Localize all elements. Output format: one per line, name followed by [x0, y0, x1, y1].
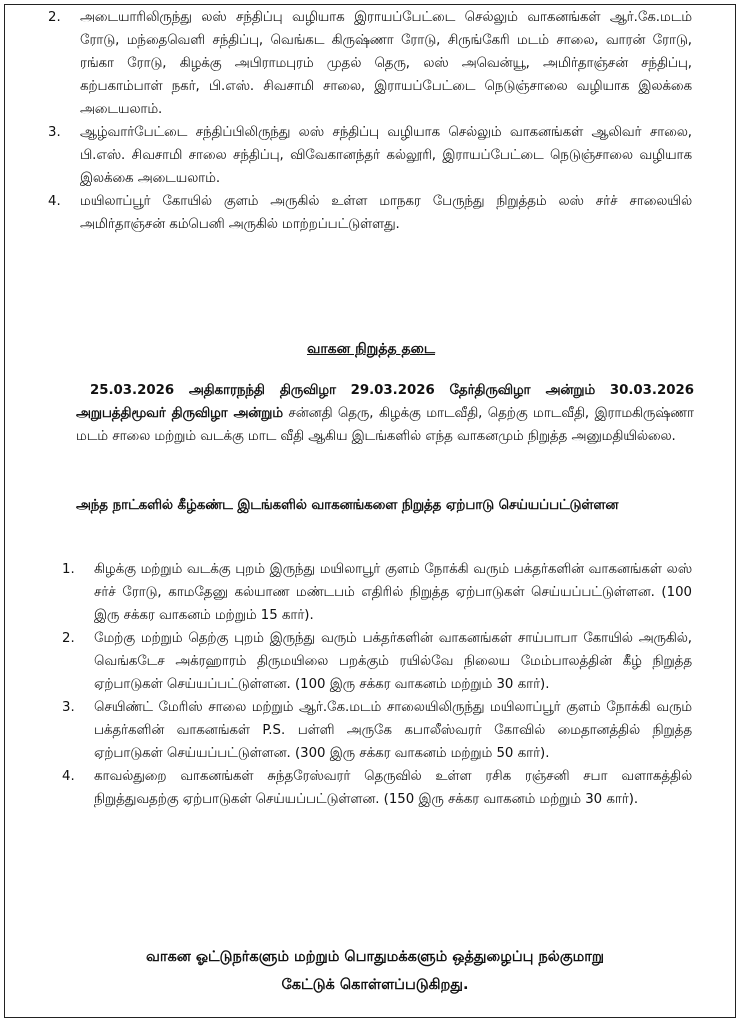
- list-item-text: கிழக்கு மற்றும் வடக்கு புறம் இருந்து மயிலாபூர் குளம் நோக்கி வரும் பக்தர்களின் வாகனங்கள் லஸ் சர்ச் ரோடு, காமதேனு கல்யாண மண்டபம் எதிரில் நிறுத்த ஏற்பாடுகள் செய்யப்பட்டுள்ளன. (100 இரு சக்கர வாகனம் மற்றும் 15 கார்).: [94, 562, 692, 623]
- closing-appeal-line-1: வாகன ஓட்டுநர்களும் மற்றும் பொதுமக்களும் ஒத்துழைப்பு நல்குமாறு: [146, 949, 604, 965]
- list-item: [62, 627, 692, 696]
- notice-event-1: அதிகாரநந்தி திருவிழா: [188, 383, 336, 398]
- list-item-number: 2.: [48, 10, 61, 25]
- notice-event-2: தேர்திருவிழா அன்றும்: [449, 383, 596, 398]
- notice-body: சன்னதி தெரு, கிழக்கு மாடவீதி, தெற்கு மாடவீதி, இராமகிருஷ்ணா மடம் சாலை மற்றும் வடக்கு மாட வீதி ஆகிய இடங்களில் எந்த வாகனமும் நிறுத்த அனுமதியில்லை.: [76, 406, 694, 444]
- list-item: [62, 696, 692, 765]
- notice-date-2: 29.03.2026: [350, 383, 435, 398]
- notice-date-3: 30.03.2026: [609, 383, 694, 398]
- parking-ban-heading: வாகன நிறுத்த தடை: [306, 341, 436, 357]
- list-item-number: 1.: [62, 562, 75, 577]
- list-item-text: ஆழ்வார்பேட்டை சந்திப்பிலிருந்து லஸ் சந்திப்பு வழியாக செல்லும் வாகனங்கள் ஆலிவர் சாலை, பி.எஸ். சிவசாமி சாலை சந்திப்பு, விவேகானந்தர் கல்லூரி, இராயப்பேட்டை நெடுஞ்சாலை வழியாக இலக்கை அடையலாம்.: [80, 125, 692, 186]
- list-item-number: 4.: [48, 194, 61, 209]
- list-item-number: 4.: [62, 769, 75, 784]
- notice-date-1: 25.03.2026: [90, 383, 175, 398]
- list-item: [62, 558, 692, 627]
- parking-location-list: [62, 558, 692, 811]
- list-item-number: 3.: [48, 125, 61, 140]
- list-item-text: செயிண்ட் மேரிஸ் சாலை மற்றும் ஆர்.கே.மடம் சாலையிலிருந்து மயிலாப்பூர் குளம் நோக்கி வரும் பக்தர்களின் வாகனங்கள் P.S. பள்ளி அருகே கபாலீஸ்வரர் கோவில் மைதானத்தில் நிறுத்த ஏற்பாடுகள் செய்யப்பட்டுள்ளன. (300 இரு சக்கர வாகனம் மற்றும் 50 கார்).: [94, 700, 692, 761]
- list-item-text: மயிலாப்பூர் கோயில் குளம் அருகில் உள்ள மாநகர பேருந்து நிறுத்தம் லஸ் சர்ச் சாலையில் அமிர்தாஞ்சன் கம்பெனி அருகில் மாற்றப்பட்டுள்ளது.: [80, 194, 692, 232]
- list-item-number: 2.: [62, 631, 75, 646]
- list-item: [48, 121, 692, 190]
- notice-event-3: அறுபத்திமூவர் திருவிழா அன்றும்: [76, 406, 283, 421]
- list-item-text: அடையாரிலிருந்து லஸ் சந்திப்பு வழியாக இராயப்பேட்டை செல்லும் வாகனங்கள் ஆர்.கே.மடம் ரோடு, மந்தைவெளி சந்திப்பு, வெங்கட கிருஷ்ணா ரோடு, சிருங்கேரி மடம் சாலை, வாரன் ரோடு, ரங்கா ரோடு, கிழக்கு அபிராமபுரம் முதல் தெரு, லஸ் அவென்யூ, அமிர்தாஞ்சன் சந்திப்பு, கற்பகாம்பாள் நகர், பி.எஸ். சிவசாமி சாலை, இராயப்பேட்டை நெடுஞ்சாலை வழியாக இலக்கை அடையலாம்.: [80, 10, 692, 117]
- list-item-number: 3.: [62, 700, 75, 715]
- parking-arrangements-intro: அந்த நாட்களில் கீழ்கண்ட இடங்களில் வாகனங்களை நிறுத்த ஏற்பாடு செய்யப்பட்டுள்ளன: [76, 498, 619, 513]
- list-item: [48, 190, 692, 236]
- parking-ban-notice: [76, 379, 694, 448]
- list-item: [48, 6, 692, 121]
- diversion-route-list: [48, 6, 692, 236]
- list-item: [62, 765, 692, 811]
- closing-appeal-line-2: கேட்டுக் கொள்ளப்படுகிறது.: [281, 977, 469, 993]
- list-item-text: காவல்துறை வாகனங்கள் சுந்தரேஸ்வரர் தெருவில் உள்ள ரசிக ரஞ்சனி சபா வளாகத்தில் நிறுத்துவதற்கு ஏற்பாடுகள் செய்யப்பட்டுள்ளன. (150 இரு சக்கர வாகனம் மற்றும் 30 கார்).: [94, 769, 692, 807]
- list-item-text: மேற்கு மற்றும் தெற்கு புறம் இருந்து வரும் பக்தர்களின் வாகனங்கள் சாய்பாபா கோயில் அருகில், வெங்கடேச அக்ரஹாரம் திருமயிலை பறக்கும் ரயில்வே நிலைய மேம்பாலத்தின் கீழ் நிறுத்த ஏற்பாடுகள் செய்யப்பட்டுள்ளன. (100 இரு சக்கர வாகனம் மற்றும் 30 கார்).: [94, 631, 692, 692]
